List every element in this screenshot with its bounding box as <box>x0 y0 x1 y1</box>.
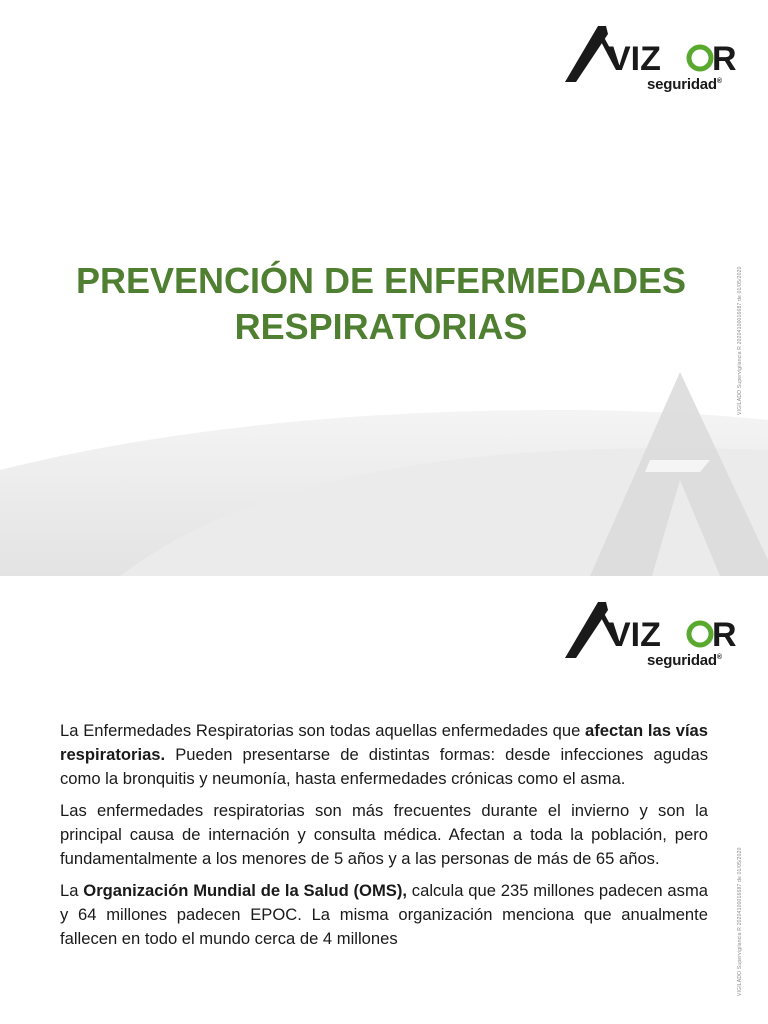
title-line-2: RESPIRATORIAS <box>234 306 528 347</box>
p1-text-2: Pueden presentarse de distintas formas: desde infecciones agudas como la bronquitis y neumonía, hasta enfermedades crónicas como el asma. <box>60 745 708 788</box>
svg-text:VIZ: VIZ <box>608 616 661 654</box>
content-slide <box>0 576 768 1024</box>
avizor-logo <box>562 24 742 94</box>
svg-text:R: R <box>712 616 737 654</box>
paragraph-2: Las enfermedades respiratorias son más frecuentes durante el invierno y son la principal causa de internación y consulta médica. Afectan a toda la población, pero fundamentalmente a los menores de 5 años y a las personas de más de 65 años. <box>60 801 708 868</box>
registered-mark: ® <box>716 654 722 661</box>
paragraph-1 <box>60 719 708 791</box>
vigilado-note: VIGILADO Supervigilancia R 20204100016687 de 01/05/2020 <box>737 266 743 415</box>
vigilado-note: VIGILADO Supervigilancia R 20204100016687 de 01/05/2020 <box>737 847 743 996</box>
logo-subtitle: seguridad <box>647 76 717 93</box>
body-text <box>60 719 708 959</box>
paragraph-3 <box>60 879 708 951</box>
p3-bold: Organización Mundial de la Salud (OMS), <box>83 881 407 900</box>
svg-text:R: R <box>712 40 737 78</box>
registered-mark: ® <box>716 78 722 85</box>
slide-title <box>40 258 722 350</box>
p1-bold: afectan las vías respiratorias. <box>60 721 709 764</box>
title-line-1: PREVENCIÓN DE ENFERMEDADES <box>75 260 687 301</box>
p3-text-2: calcula que 235 millones padecen asma y 64 millones padecen EPOC. La misma organización menciona que anualmente fallecen en todo el mundo cerca de 4 millones <box>60 881 708 948</box>
avizor-logo <box>562 600 742 670</box>
svg-text:VIZ: VIZ <box>608 40 661 78</box>
logo-subtitle: seguridad <box>647 652 717 669</box>
p3-text-1: La <box>60 881 84 900</box>
p1-text-1: La Enfermedades Respiratorias son todas aquellas enfermedades que <box>60 721 586 740</box>
